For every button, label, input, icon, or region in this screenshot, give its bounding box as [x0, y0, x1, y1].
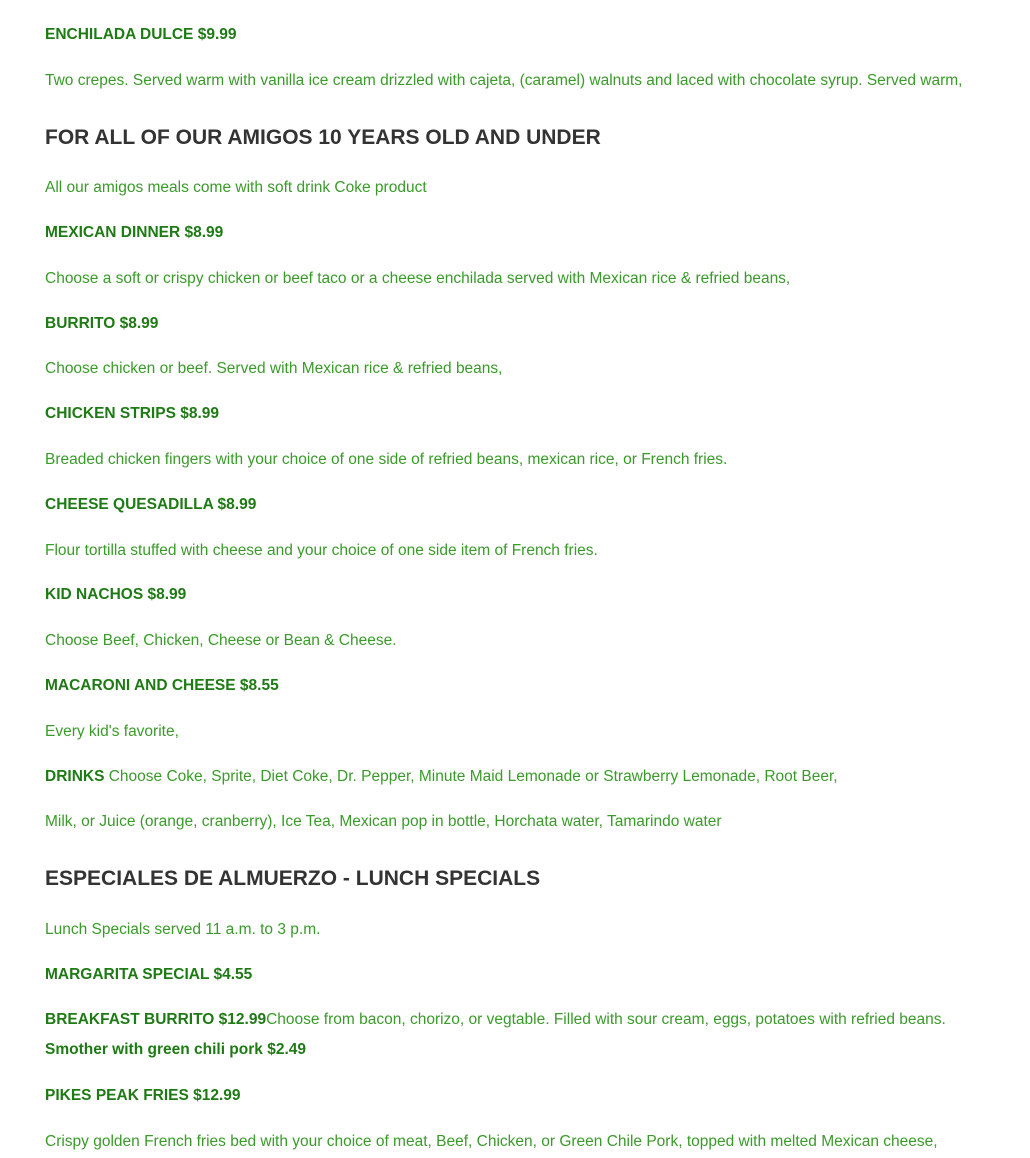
margarita-special: MARGARITA SPECIAL $4.55 — [45, 966, 253, 983]
burrito-desc: Choose chicken or beef. Served with Mexican rice & refried beans, — [45, 360, 503, 377]
kids-section-heading: FOR ALL OF OUR AMIGOS 10 YEARS OLD AND UNDER — [45, 126, 601, 149]
drinks-options: Choose Coke, Sprite, Diet Coke, Dr. Pepper, Minute Maid Lemonade or Strawberry Lemonade, Root Beer, — [104, 768, 838, 785]
drinks-line-1 — [45, 767, 838, 787]
burrito-title: BURRITO $8.99 — [45, 315, 159, 332]
smother-option: Smother with green chili pork $2.49 — [45, 1041, 306, 1058]
drinks-line-2: Milk, or Juice (orange, cranberry), Ice Tea, Mexican pop in bottle, Horchata water, Tamarindo water — [45, 813, 722, 830]
mac-and-cheese-desc: Every kid's favorite, — [45, 723, 179, 740]
lunch-section-heading: ESPECIALES DE ALMUERZO - LUNCH SPECIALS — [45, 867, 541, 890]
chicken-strips-desc: Breaded chicken fingers with your choice of one side of refried beans, mexican rice, or French fries. — [45, 451, 728, 468]
kid-nachos-desc: Choose Beef, Chicken, Cheese or Bean & Cheese. — [45, 632, 397, 649]
kids-intro: All our amigos meals come with soft drink Coke product — [45, 179, 427, 196]
lunch-intro: Lunch Specials served 11 a.m. to 3 p.m. — [45, 921, 321, 938]
breakfast-burrito-line — [45, 1010, 946, 1030]
pikes-peak-fries-title: PIKES PEAK FRIES $12.99 — [45, 1087, 241, 1104]
enchilada-dulce-title: ENCHILADA DULCE $9.99 — [45, 26, 237, 43]
pikes-peak-fries-desc: Crispy golden French fries bed with your choice of meat, Beef, Chicken, or Green Chile Pork, topped with melted Mexican cheese, — [45, 1133, 938, 1150]
breakfast-burrito-title: BREAKFAST BURRITO $12.99 — [45, 1011, 267, 1028]
mac-and-cheese-title: MACARONI AND CHEESE $8.55 — [45, 677, 279, 694]
drinks-label: DRINKS — [45, 768, 105, 785]
breakfast-burrito-desc: Choose from bacon, chorizo, or vegtable. Filled with sour cream, eggs, potatoes with refried beans. — [266, 1011, 946, 1028]
chicken-strips-title: CHICKEN STRIPS $8.99 — [45, 405, 219, 422]
mexican-dinner-title: MEXICAN DINNER $8.99 — [45, 224, 224, 241]
cheese-quesadilla-desc: Flour tortilla stuffed with cheese and your choice of one side item of French fries. — [45, 542, 598, 559]
mexican-dinner-desc: Choose a soft or crispy chicken or beef taco or a cheese enchilada served with Mexican rice & refried beans, — [45, 270, 791, 287]
kid-nachos-title: KID NACHOS $8.99 — [45, 586, 187, 603]
cheese-quesadilla-title: CHEESE QUESADILLA $8.99 — [45, 496, 257, 513]
enchilada-dulce-desc: Two crepes. Served warm with vanilla ice cream drizzled with cajeta, (caramel) walnuts and laced with chocolate syrup. Served warm, — [45, 72, 963, 89]
